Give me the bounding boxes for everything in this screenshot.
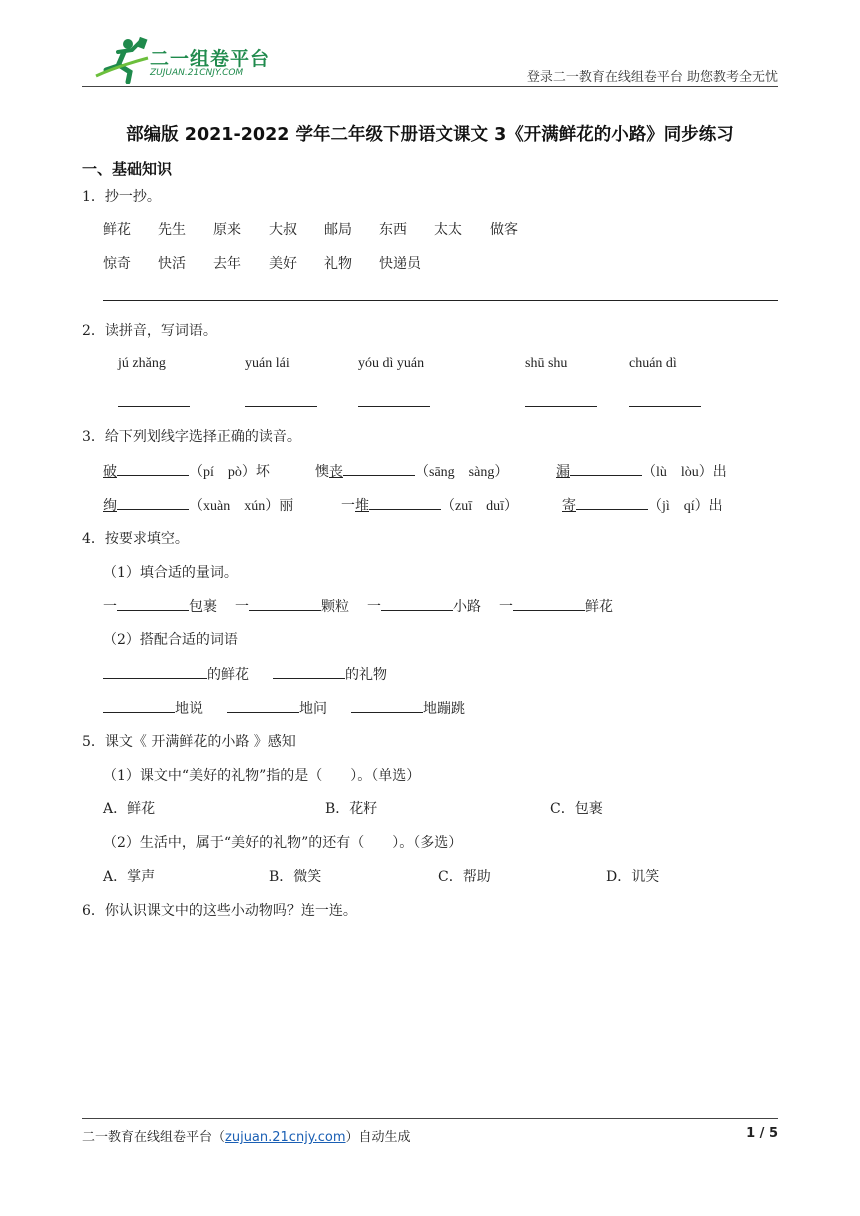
q4-blank[interactable] (513, 595, 585, 611)
q3-blank[interactable] (576, 494, 648, 510)
q5-subquestion-1: （1）课文中“美好的礼物”指的是（ ）。（单选） (103, 768, 421, 784)
q3-options: （lù lòu）出 (642, 465, 727, 480)
footer-text: ）自动生成 (345, 1130, 411, 1145)
footer-divider (82, 1118, 778, 1119)
q3-options: （zuī duī） (441, 499, 518, 514)
q3-item (562, 494, 723, 515)
q5-option-c[interactable]: C．帮助 (438, 869, 491, 885)
q1-word: 原来 (213, 222, 241, 238)
q4-noun: 鲜花 (585, 599, 613, 615)
q2-pinyin: yuán lái (245, 356, 290, 371)
question-1-stem: 1．抄一抄。 (82, 189, 161, 205)
q3-blank[interactable] (570, 460, 642, 476)
q1-word: 鲜花 (103, 222, 131, 238)
q4-blank[interactable] (351, 697, 423, 713)
question-6-stem: 6．你认识课文中的这些小动物吗？连一连。 (82, 903, 357, 919)
question-4-stem: 4．按要求填空。 (82, 531, 189, 547)
q2-answer-blank[interactable] (358, 406, 430, 407)
q3-options: （sāng sàng） (415, 465, 509, 480)
q1-word: 邮局 (324, 222, 352, 238)
q1-word: 东西 (379, 222, 407, 238)
q4-phrase: 地蹦跳 (423, 701, 465, 717)
q4-prefix: 一 (235, 599, 249, 615)
q4-blank[interactable] (103, 697, 175, 713)
q4-match-row-1 (103, 663, 387, 684)
q4-match-row-2 (103, 697, 465, 718)
q5-option-a[interactable]: A．鲜花 (103, 801, 156, 817)
runner-logo-icon (88, 36, 152, 84)
q4-phrase: 地说 (175, 701, 203, 717)
q3-underlined-char: 寄 (562, 498, 576, 514)
q3-item (315, 460, 508, 481)
q4-phrase: 的礼物 (345, 667, 387, 683)
page-number: 1 / 5 (746, 1126, 778, 1141)
q3-options: （jì qí）出 (648, 499, 723, 514)
q3-options: （pí pò）坏 (189, 465, 270, 480)
q3-underlined-char: 绚 (103, 498, 117, 514)
q3-prefix: 一 (341, 498, 355, 514)
q1-word: 快活 (158, 256, 186, 272)
q4-prefix: 一 (367, 599, 381, 615)
q2-answer-blank[interactable] (525, 406, 597, 407)
q5-option-b[interactable]: B．微笑 (269, 869, 322, 885)
q4-prefix: 一 (499, 599, 513, 615)
q4-blank[interactable] (273, 663, 345, 679)
q5-option-a[interactable]: A．掌声 (103, 869, 156, 885)
q3-blank[interactable] (343, 460, 415, 476)
q4-subquestion-2: （2）搭配合适的词语 (103, 632, 238, 648)
q1-word: 美好 (269, 256, 297, 272)
q4-measure-row (103, 595, 613, 616)
q2-pinyin: jú zhǎng (118, 356, 166, 371)
q1-word: 大叔 (269, 222, 297, 238)
q2-pinyin: chuán dì (629, 356, 677, 371)
q3-options: （xuàn xún）丽 (189, 499, 294, 514)
q3-item (341, 494, 518, 515)
q4-subquestion-1: （1）填合适的量词。 (103, 565, 238, 581)
q3-blank[interactable] (117, 494, 189, 510)
question-5-stem: 5．课文《 开满鲜花的小路 》感知 (82, 734, 296, 750)
q3-blank[interactable] (369, 494, 441, 510)
q2-pinyin: shū shu (525, 356, 568, 371)
q1-word: 先生 (158, 222, 186, 238)
question-3-stem: 3．给下列划线字选择正确的读音。 (82, 429, 301, 445)
q4-blank[interactable] (117, 595, 189, 611)
logo-subtitle: ZUJUAN.21CNJY.COM (150, 68, 244, 78)
q3-underlined-char: 丧 (329, 464, 343, 480)
q5-option-d[interactable]: D．讥笑 (606, 869, 660, 885)
q4-blank[interactable] (227, 697, 299, 713)
q3-item (103, 460, 270, 481)
page-title: 部编版 2021-2022 学年二年级下册语文课文 3《开满鲜花的小路》同步练习 (126, 125, 734, 145)
footer-source (82, 1126, 411, 1145)
q4-phrase: 地问 (299, 701, 327, 717)
q2-pinyin: yóu dì yuán (358, 356, 425, 371)
q4-blank[interactable] (103, 663, 207, 679)
q2-answer-blank[interactable] (245, 406, 317, 407)
q3-item (556, 460, 727, 481)
q1-word: 礼物 (324, 256, 352, 272)
q4-phrase: 的鲜花 (207, 667, 249, 683)
q1-word: 做客 (490, 222, 518, 238)
header-divider (82, 86, 778, 87)
q2-answer-blank[interactable] (629, 406, 701, 407)
q4-blank[interactable] (249, 595, 321, 611)
q1-answer-line[interactable] (103, 300, 778, 301)
logo-title: 二一组卷平台 (150, 48, 271, 70)
q1-word-row-1 (103, 219, 518, 239)
q1-word: 快递员 (379, 256, 421, 272)
q3-prefix: 懊 (315, 464, 329, 480)
question-2-stem: 2．读拼音，写词语。 (82, 323, 217, 339)
q4-prefix: 一 (103, 599, 117, 615)
q3-item (103, 494, 293, 515)
q4-noun: 包裹 (189, 599, 217, 615)
q4-noun: 小路 (453, 599, 481, 615)
q3-underlined-char: 堆 (355, 498, 369, 514)
footer-link[interactable]: zujuan.21cnjy.com (225, 1130, 346, 1145)
q3-underlined-char: 破 (103, 464, 117, 480)
q5-subquestion-2: （2）生活中，属于“美好的礼物”的还有（ ）。（多选） (103, 835, 463, 851)
q3-underlined-char: 漏 (556, 464, 570, 480)
header-slogan: 登录二一教育在线组卷平台 助您教考全无忧 (526, 70, 778, 85)
q5-option-b[interactable]: B．花籽 (325, 801, 378, 817)
q2-answer-blank[interactable] (118, 406, 190, 407)
q4-blank[interactable] (381, 595, 453, 611)
section-heading: 一、基础知识 (82, 160, 173, 178)
q3-blank[interactable] (117, 460, 189, 476)
footer-text: 二一教育在线组卷平台（ (82, 1130, 226, 1145)
q1-word: 太太 (434, 222, 462, 238)
q5-option-c[interactable]: C．包裹 (550, 801, 603, 817)
q1-word: 惊奇 (103, 256, 131, 272)
q1-word: 去年 (213, 256, 241, 272)
q4-noun: 颗粒 (321, 599, 349, 615)
q1-word-row-2 (103, 253, 421, 273)
